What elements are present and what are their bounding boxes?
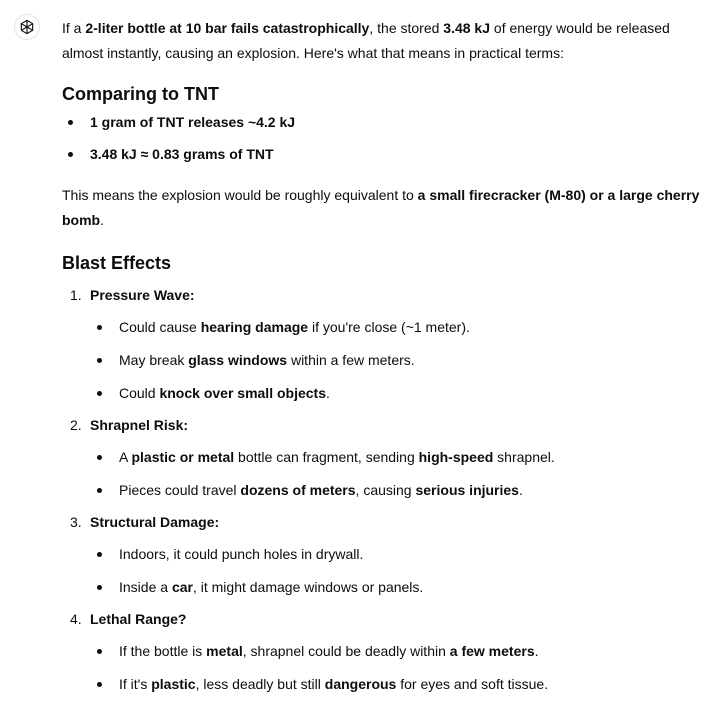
sub-bullet-list xyxy=(90,447,702,500)
item-title: Structural Damage: xyxy=(90,514,220,530)
list-item: Could cause hearing damage if you're close (~1 meter). xyxy=(119,317,702,337)
intro-paragraph xyxy=(62,16,702,66)
list-item: Indoors, it could punch holes in drywall. xyxy=(119,544,702,564)
sub-bullet-list xyxy=(90,544,702,597)
list-number: 1. xyxy=(70,287,82,303)
intro-text-2: , the stored xyxy=(369,20,444,36)
list-number: 4. xyxy=(70,611,82,627)
list-item: 1 gram of TNT releases ~4.2 kJ xyxy=(90,112,702,132)
list-item: May break glass windows within a few meters. xyxy=(119,350,702,370)
intro-text-1: If a xyxy=(62,20,86,36)
list-number: 3. xyxy=(70,514,82,530)
numbered-item-pressure-wave xyxy=(70,285,702,403)
tnt-bullet-list xyxy=(90,112,702,164)
list-item: 3.48 kJ ≈ 0.83 grams of TNT xyxy=(90,144,702,164)
item-title: Lethal Range? xyxy=(90,611,187,627)
assistant-avatar xyxy=(14,14,40,40)
heading-blast-effects: Blast Effects xyxy=(62,253,172,273)
list-item: If the bottle is metal, shrapnel could be deadly within a few meters. xyxy=(119,641,702,661)
list-item: Pieces could travel dozens of meters, causing serious injuries. xyxy=(119,480,702,500)
list-number: 2. xyxy=(70,417,82,433)
assistant-message xyxy=(62,16,702,694)
sub-bullet-list xyxy=(90,317,702,403)
meaning-paragraph: This means the explosion would be roughly equivalent to a small firecracker (M-80) or a large cherry bomb. xyxy=(62,187,700,228)
numbered-item-structural-damage xyxy=(70,512,702,597)
intro-text-3: of energy would be released almost instantly, causing an explosion. Here's what that means in practical terms: xyxy=(62,20,670,61)
list-item: Could knock over small objects. xyxy=(119,383,702,403)
heading-comparing-tnt: Comparing to TNT xyxy=(62,84,219,104)
item-title: Shrapnel Risk: xyxy=(90,417,189,433)
openai-logo-icon xyxy=(18,18,36,36)
numbered-item-lethal-range xyxy=(70,609,702,694)
numbered-item-shrapnel-risk xyxy=(70,415,702,500)
intro-bold-2: 3.48 kJ xyxy=(443,20,491,36)
list-item: Inside a car, it might damage windows or panels. xyxy=(119,577,702,597)
list-item: If it's plastic, less deadly but still dangerous for eyes and soft tissue. xyxy=(119,674,702,694)
list-item: A plastic or metal bottle can fragment, sending high-speed shrapnel. xyxy=(119,447,702,467)
blast-effects-list xyxy=(70,285,702,694)
item-title: Pressure Wave: xyxy=(90,287,195,303)
sub-bullet-list xyxy=(90,641,702,694)
intro-bold-1: 2-liter bottle at 10 bar fails catastrophically xyxy=(85,20,370,36)
